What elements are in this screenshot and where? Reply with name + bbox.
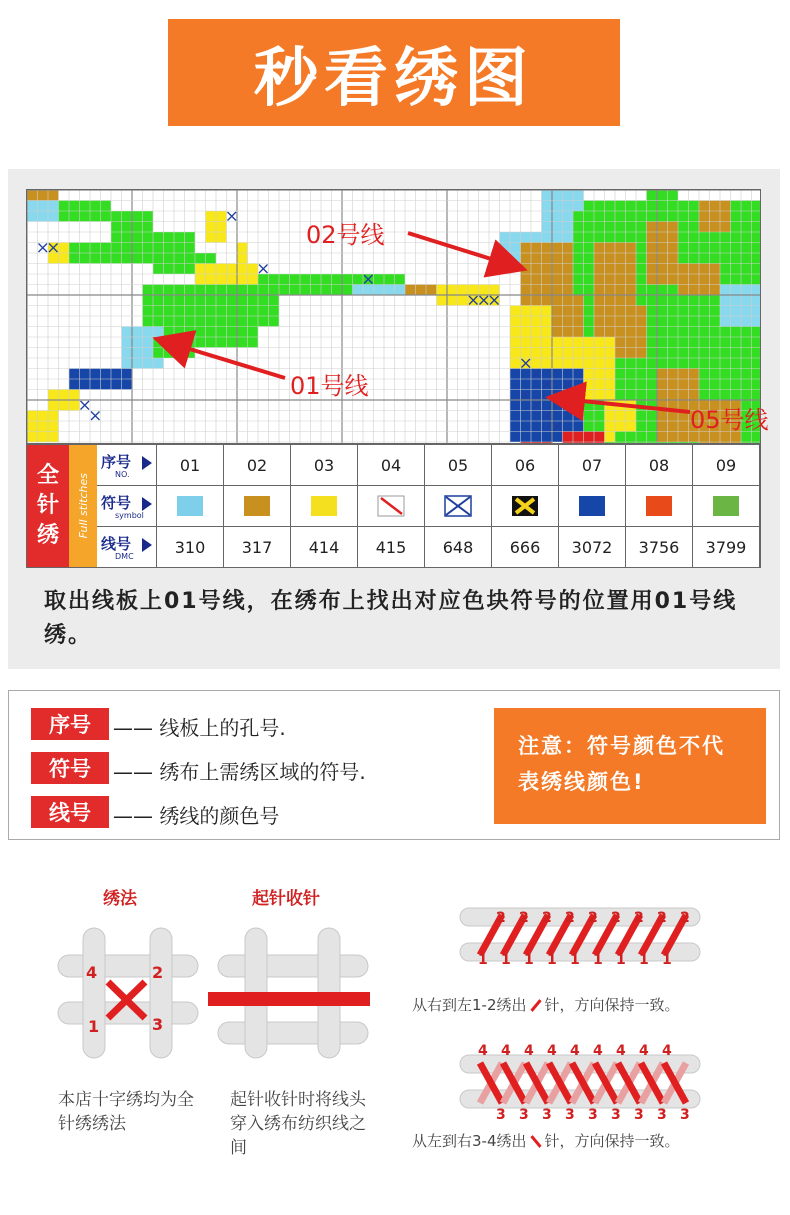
callout-01: 01号线 [290, 372, 369, 400]
legend-no-07: 07 [559, 445, 626, 485]
legend-no-04: 04 [358, 445, 425, 485]
slash-stitch-icon [530, 999, 541, 1012]
callout-05: 05号线 [690, 406, 769, 434]
legend-dmc-07: 3072 [559, 527, 626, 567]
diagram-4-caption: 从左到右3-4绣出 针，方向保持一致。 [412, 1132, 680, 1150]
page-title: 秒看绣图 [254, 41, 534, 116]
stitch-number: 1 [639, 952, 649, 968]
legend-dmc-02: 317 [224, 527, 291, 567]
legend-no-03: 03 [291, 445, 358, 485]
stitch-number: 4 [662, 1043, 672, 1059]
stitch-number: 3 [611, 1107, 621, 1123]
stitch-num-4: 4 [86, 963, 98, 982]
legend-no-05: 05 [425, 445, 492, 485]
stitch-number: 1 [616, 952, 626, 968]
legend-side-label: 全 针 绣 [27, 445, 69, 567]
stitch-num-2: 2 [152, 963, 164, 982]
stitch-number: 3 [519, 1107, 529, 1123]
legend-dmc-06: 666 [492, 527, 559, 567]
desc-no: —— 线板上的孔号. [113, 716, 286, 740]
stitch-number: 4 [570, 1043, 580, 1059]
row-label-symbol: 符号 symbol [97, 486, 157, 526]
legend-no-09: 09 [693, 445, 760, 485]
legend-dmc-05: 648 [425, 527, 492, 567]
instruction-text: 取出线板上01号线，在绣布上找出对应色块符号的位置用01号线绣。 [44, 589, 738, 648]
stitch-number: 3 [634, 1107, 644, 1123]
stitch-number: 1 [570, 952, 580, 968]
legend-no-08: 08 [626, 445, 693, 485]
stitch-number: 4 [616, 1043, 626, 1059]
diagram-2-caption: 起针收针时将线头穿入绣布纺织线之间 [230, 1090, 366, 1158]
stitch-number: 3 [680, 1107, 690, 1123]
diagram-1-caption: 本店十字绣均为全针绣绣法 [58, 1090, 194, 1134]
stitch-num-3: 3 [152, 1015, 164, 1034]
legend-no-02: 02 [224, 445, 291, 485]
stitch-number: 3 [657, 1107, 667, 1123]
callout-02: 02号线 [306, 221, 385, 249]
stitch-number: 3 [588, 1107, 598, 1123]
stitch-number: 4 [478, 1043, 488, 1059]
backslash-stitch-icon [530, 1135, 541, 1148]
stitch-number: 2 [634, 910, 644, 926]
stitch-number: 2 [542, 910, 552, 926]
stitch-number: 1 [524, 952, 534, 968]
stitch-number: 2 [565, 910, 575, 926]
desc-dmc: —— 绣线的颜色号 [113, 804, 280, 828]
legend-no-01: 01 [157, 445, 224, 485]
diagram-3-caption: 从右到左1-2绣出 针，方向保持一致。 [412, 996, 680, 1014]
legend-dmc-08: 3756 [626, 527, 693, 567]
stitch-number: 1 [547, 952, 557, 968]
stitch-number: 4 [501, 1043, 511, 1059]
stitch-number: 3 [565, 1107, 575, 1123]
tag-symbol: 符号 [31, 752, 109, 784]
tag-dmc: 线号 [31, 796, 109, 828]
legend-dmc-01: 310 [157, 527, 224, 567]
stitch-number: 2 [657, 910, 667, 926]
stitch-number: 2 [680, 910, 690, 926]
stitch-number: 2 [496, 910, 506, 926]
row-label-dmc: 线号 DMC [97, 527, 157, 567]
stitch-number: 4 [639, 1043, 649, 1059]
legend-dmc-03: 414 [291, 527, 358, 567]
stitch-number: 2 [588, 910, 598, 926]
diagram-title-stitch: 绣法 [103, 889, 137, 909]
stitch-num-1: 1 [88, 1017, 100, 1036]
legend-side-label-en: Full stitches [69, 445, 97, 567]
stitch-number: 1 [593, 952, 603, 968]
stitch-number: 4 [547, 1043, 557, 1059]
stitch-number: 4 [593, 1043, 603, 1059]
stitch-number: 2 [611, 910, 621, 926]
desc-symbol: —— 绣布上需绣区域的符号. [113, 760, 366, 784]
note-box: 注意：符号颜色不代表绣线颜色! [494, 708, 766, 824]
stitch-number: 4 [524, 1043, 534, 1059]
stitch-number: 3 [542, 1107, 552, 1123]
row-label-no: 序号 NO. [97, 445, 157, 485]
legend-dmc-09: 3799 [693, 527, 760, 567]
stitch-number: 1 [662, 952, 672, 968]
legend-no-06: 06 [492, 445, 559, 485]
thread-bar [208, 992, 370, 1006]
diagram-title-start-end: 起针收针 [252, 889, 320, 909]
tag-no: 序号 [31, 708, 109, 740]
stitch-number: 1 [501, 952, 511, 968]
fabric-diagram-1 [58, 928, 198, 1058]
stitch-number: 2 [519, 910, 529, 926]
legend-dmc-04: 415 [358, 527, 425, 567]
stitch-number: 3 [496, 1107, 506, 1123]
stitch-number: 1 [478, 952, 488, 968]
